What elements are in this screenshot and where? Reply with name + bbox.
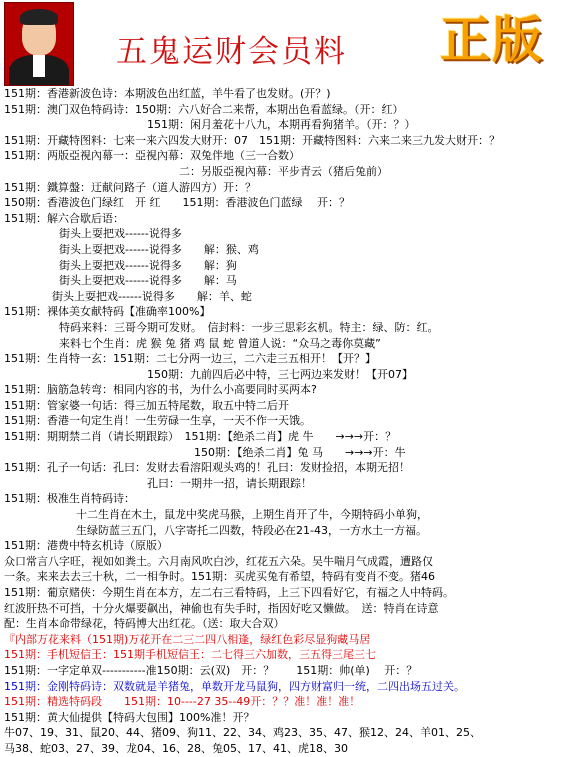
- line-4: 151期：开藏特图料：七来一来六四发大财开：07 151期：开藏特图料：六来二来三九发大财开：？: [4, 133, 500, 147]
- authentic-badge: 正版: [440, 10, 544, 69]
- line-32: 一条。来来去去三十秋，二一相争时。151期：买虎买兔有希望，特码有变肖不变。猪46: [4, 570, 435, 584]
- line-37: 151期：手机短信王：151期手机短信王：二七得三六加数，三五得三尾三七: [4, 648, 376, 662]
- line-26: 孔曰：一期井一招，请长期跟踪！: [147, 476, 312, 490]
- content: [4, 86, 580, 757]
- page-title: 五鬼运财会员料: [116, 34, 347, 70]
- line-10: 街头上耍把戏------说得多: [59, 227, 182, 241]
- line-1: 151期：香港新波色诗：本期波色出红蓝，羊牛看了也发财。(开？): [4, 87, 331, 100]
- line-5: 151期：两版亞視內幕一：亞視內幕：双兔伴地（三一合数）: [4, 149, 300, 163]
- line-35: 配：生肖本命带绿花，特码博大出红花。（送：取大合双）: [4, 617, 285, 631]
- header: [0, 0, 583, 88]
- line-41: 151期：黄大仙提供【特码大包围】100%准！开？: [4, 710, 255, 724]
- line-12: 街头上耍把戏------说得多 解：狗: [59, 258, 237, 272]
- line-30: 151期：港费中特玄机诗（原版）: [4, 539, 168, 553]
- line-27: 151期：极准生肖特码诗：: [4, 492, 135, 506]
- line-25: 151期：孔子一句话：孔曰：发财去看溶阳观头鸡的！孔曰：发财捡招，本期无招！: [4, 461, 410, 475]
- line-22: 151期：香港一句定生肖！一生劳碌一生享，一天不作一天饿。: [4, 414, 311, 428]
- line-39: 151期：金刚特码诗：双数就是羊猪兔，单数开龙马鼠狗，四方财富归一统，二四出场五过关。: [4, 679, 465, 693]
- line-3: 151期：闲月羞花十八九，本期再看狗猪羊。（开：？）: [147, 118, 416, 132]
- line-14: 街头上耍把戏------说得多 解：羊、蛇: [52, 289, 252, 303]
- line-18: 151期：生肖特一玄：151期：二七分两一边三，二六走三五相开！【开？】: [4, 352, 376, 366]
- line-17: 来料七个生肖：虎 猴 兔 猪 鸡 鼠 蛇 曾道人说：“众马之毒你莫藏”: [59, 336, 381, 350]
- line-21: 151期：管家婆一句话：得三加五特尾数，取五中特二后开: [4, 398, 289, 412]
- portrait-photo: [4, 2, 74, 86]
- line-40: 151期：精选特码段 151期：10----27 35--49开：？？准！准！准！: [4, 695, 361, 709]
- line-33: 151期：葡京赌侠：今期生肖在本方，左二右三看特码，上三下四看好它，有福之人中特码。: [4, 586, 454, 599]
- line-42: 牛07、19、31、鼠20、44、猪09、狗11、22、34、鸡23、35、47、猴12、24、羊01、25、: [4, 726, 481, 740]
- line-38: 151期：一字定单双-----------准150期：云(双) 开：？ 151期：帅(单) 开：？: [4, 663, 418, 677]
- line-34: 红波肝热不可挡，十分火爆要飙出，神偷也有失手时，指因好吃又懒做。 送：特肖在诗意: [4, 601, 439, 615]
- line-15: 151期：裸体美女献特码【准确率100%】: [4, 305, 211, 319]
- line-11: 街头上耍把戏------说得多 解：猴、鸡: [59, 242, 259, 256]
- line-6: 二：另版亞視內幕：平步青云（猪后兔前）: [179, 164, 388, 178]
- line-43: 马38、蛇03、27、39、龙04、16、28、兔05、17、41、虎18、30: [4, 741, 348, 755]
- line-7: 151期：鐵算盤：迂献问路子（道人游四方）开：？: [4, 180, 256, 194]
- line-36: 『内部万花来料（151期)万花开在二三二四八相逢，绿红色彩尽显狗藏马居: [4, 632, 371, 646]
- line-28: 十二生肖在木土，鼠龙中奖虎马猴，上期生肖开了牛，今期特码小单狗，: [76, 508, 428, 522]
- line-31: 众口常言八字旺，视如如粪土。六月南风吹白沙，红花五六朵。吴牛喘月气成霞，遭路仅: [4, 554, 433, 568]
- line-13: 街头上耍把戏------说得多 解：马: [59, 274, 237, 288]
- line-29: 生绿防蓝三五门，八字寄托二四数，特段必在21-43，一方水土一方福。: [76, 523, 427, 537]
- line-19: 150期：九前四后必中特，三七两边来发财！【开07】: [147, 367, 413, 381]
- line-8: 150期：香港波色门绿红 开 红 151期：香港波色门蓝绿 开：？: [4, 196, 350, 210]
- line-24: 150期：【绝杀二肖】兔 马 →→→开：牛: [194, 445, 406, 459]
- line-16: 特码来料：三哥今期可发财。 信封料：一步三思彩玄机。特主：绿、防：红。: [59, 320, 439, 334]
- line-23: 151期：期期禁二肖（请长期跟踪） 151期：【绝杀二肖】虎 牛 →→→开：？: [4, 430, 397, 444]
- line-20: 151期：脑筋急转弯：相同内容的书，为什么小高要同时买两本?: [4, 383, 317, 397]
- line-2: 151期：澳门双色特码诗：150期：六八好合二来帮，本期出色看蓝绿。（开：红）: [4, 102, 404, 116]
- line-9: 151期：解六合歇后语：: [4, 211, 124, 225]
